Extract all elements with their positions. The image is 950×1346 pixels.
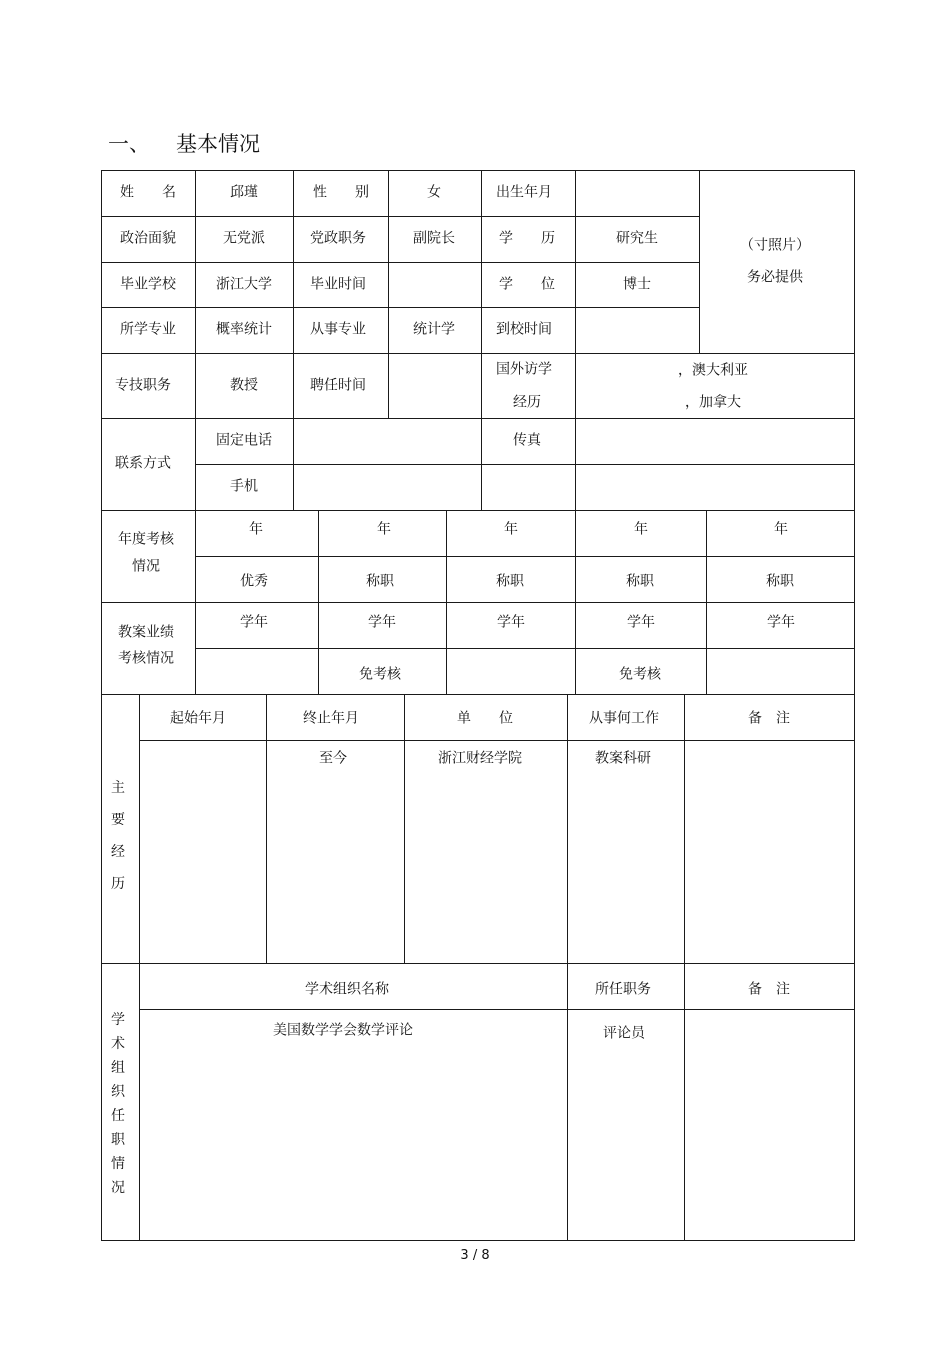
label-school: 毕业学校	[120, 276, 176, 293]
rule	[293, 418, 294, 510]
experience-header-work: 从事何工作	[589, 710, 659, 727]
label-title: 专技职务	[115, 377, 171, 394]
rule	[101, 307, 699, 308]
value-school[interactable]: 浙江大学	[216, 276, 272, 293]
rule	[101, 353, 855, 354]
experience-side-char: 要	[111, 812, 125, 828]
teaching-year: 学年	[240, 614, 268, 631]
label-engaged-major: 从事专业	[310, 321, 366, 338]
value-abroad-canada[interactable]: ，加拿大	[685, 394, 741, 411]
rule	[446, 510, 447, 694]
annual-year: 年	[504, 521, 518, 538]
academic-side-char: 织	[111, 1084, 125, 1100]
teaching-year: 学年	[627, 614, 655, 631]
label-abroad-line1: 国外访学	[496, 361, 552, 378]
academic-side-label	[111, 1008, 125, 1200]
rule	[195, 556, 855, 557]
rule	[139, 740, 855, 741]
rule	[101, 170, 855, 171]
rule	[567, 694, 568, 1240]
rule	[575, 170, 576, 510]
rule	[139, 1009, 855, 1010]
value-admin-post[interactable]: 副院长	[413, 230, 455, 247]
rule	[195, 464, 855, 465]
rule	[699, 170, 700, 353]
academic-side-char: 术	[111, 1036, 125, 1052]
label-teaching-line1: 教案业绩	[118, 624, 174, 641]
label-teaching-line2: 考核情况	[118, 650, 174, 667]
academic-side-char: 组	[111, 1060, 125, 1076]
rule	[101, 510, 855, 511]
academic-org[interactable]: 美国数学学会数学评论	[273, 1022, 413, 1039]
experience-work[interactable]: 教案科研	[595, 750, 651, 767]
academic-header-org: 学术组织名称	[305, 981, 389, 998]
experience-side-char: 经	[111, 844, 125, 860]
value-abroad-australia[interactable]: ，澳大利亚	[678, 362, 748, 379]
label-mobile: 手机	[230, 478, 258, 495]
teaching-result[interactable]: 免考核	[619, 666, 661, 683]
academic-side-char: 情	[111, 1156, 125, 1172]
page-current: 3	[460, 1248, 469, 1263]
experience-side-label	[111, 772, 125, 900]
value-degree[interactable]: 博士	[623, 276, 651, 293]
rule	[266, 694, 267, 963]
photo-placeholder-line1: （寸照片）	[740, 237, 810, 254]
annual-year: 年	[774, 521, 788, 538]
label-fax: 传真	[513, 432, 541, 449]
section-number: 一、	[108, 132, 150, 156]
label-degree: 学 位	[499, 276, 555, 293]
academic-post[interactable]: 评论员	[603, 1025, 645, 1042]
annual-result[interactable]: 称职	[766, 573, 794, 590]
rule	[854, 170, 855, 1241]
label-contact: 联系方式	[115, 455, 171, 472]
teaching-year: 学年	[767, 614, 795, 631]
label-major: 所学专业	[120, 321, 176, 338]
rule	[706, 510, 707, 694]
value-title[interactable]: 教授	[230, 377, 258, 394]
value-political[interactable]: 无党派	[223, 230, 265, 247]
label-grad-time: 毕业时间	[310, 276, 366, 293]
rule	[195, 170, 196, 694]
value-gender[interactable]: 女	[427, 184, 441, 201]
annual-year: 年	[249, 521, 263, 538]
label-abroad-line2: 经历	[513, 394, 541, 411]
rule	[101, 418, 855, 419]
label-join-time: 到校时间	[496, 321, 552, 338]
personal-info-form	[101, 170, 855, 1241]
label-name: 姓 名	[120, 184, 176, 201]
teaching-year: 学年	[497, 614, 525, 631]
teaching-result[interactable]: 免考核	[359, 666, 401, 683]
academic-header-post: 所任职务	[595, 981, 651, 998]
experience-end[interactable]: 至今	[319, 750, 347, 767]
rule	[139, 694, 140, 1240]
annual-year: 年	[634, 521, 648, 538]
rule	[101, 963, 855, 964]
value-major[interactable]: 概率统计	[216, 321, 272, 338]
label-phone: 固定电话	[216, 432, 272, 449]
value-education[interactable]: 研究生	[616, 230, 658, 247]
photo-placeholder-line2: 务必提供	[747, 269, 803, 286]
academic-side-char: 任	[111, 1108, 125, 1124]
rule	[101, 170, 102, 1241]
rule	[101, 602, 855, 603]
experience-header-start: 起始年月	[170, 710, 226, 727]
section-heading	[108, 128, 260, 158]
experience-unit[interactable]: 浙江财经学院	[438, 750, 522, 767]
rule	[684, 694, 685, 1240]
annual-result[interactable]: 称职	[626, 573, 654, 590]
experience-header-remark: 备 注	[748, 710, 790, 727]
experience-header-unit: 单 位	[457, 710, 513, 727]
rule	[101, 216, 699, 217]
experience-header-end: 终止年月	[303, 710, 359, 727]
rule	[101, 1240, 855, 1241]
annual-year: 年	[377, 521, 391, 538]
label-gender: 性 别	[313, 184, 369, 201]
rule	[101, 262, 699, 263]
label-birth: 出生年月	[496, 184, 552, 201]
academic-header-remark: 备 注	[748, 981, 790, 998]
experience-side-char: 主	[111, 780, 125, 796]
rule	[404, 694, 405, 963]
page-number	[0, 1248, 950, 1263]
teaching-year: 学年	[368, 614, 396, 631]
annual-result[interactable]: 优秀	[240, 573, 268, 590]
label-appoint-time: 聘任时间	[310, 377, 366, 394]
annual-result[interactable]: 称职	[366, 573, 394, 590]
rule	[318, 510, 319, 694]
label-annual-line1: 年度考核	[118, 531, 174, 548]
academic-side-char: 况	[111, 1180, 125, 1196]
rule	[293, 170, 294, 418]
label-admin-post: 党政职务	[310, 230, 366, 247]
label-education: 学 历	[499, 230, 555, 247]
label-annual-line2: 情况	[132, 558, 160, 575]
academic-side-char: 学	[111, 1012, 125, 1028]
value-name[interactable]: 邱瑾	[230, 184, 258, 201]
rule	[101, 694, 855, 695]
label-political: 政治面貌	[120, 230, 176, 247]
academic-side-char: 职	[111, 1132, 125, 1148]
rule	[195, 648, 855, 649]
rule	[481, 170, 482, 510]
section-title: 基本情况	[176, 132, 260, 156]
experience-side-char: 历	[111, 876, 125, 892]
annual-result[interactable]: 称职	[496, 573, 524, 590]
page-total: / 8	[472, 1248, 490, 1263]
value-engaged-major[interactable]: 统计学	[413, 321, 455, 338]
rule	[388, 170, 389, 418]
rule	[575, 510, 576, 694]
